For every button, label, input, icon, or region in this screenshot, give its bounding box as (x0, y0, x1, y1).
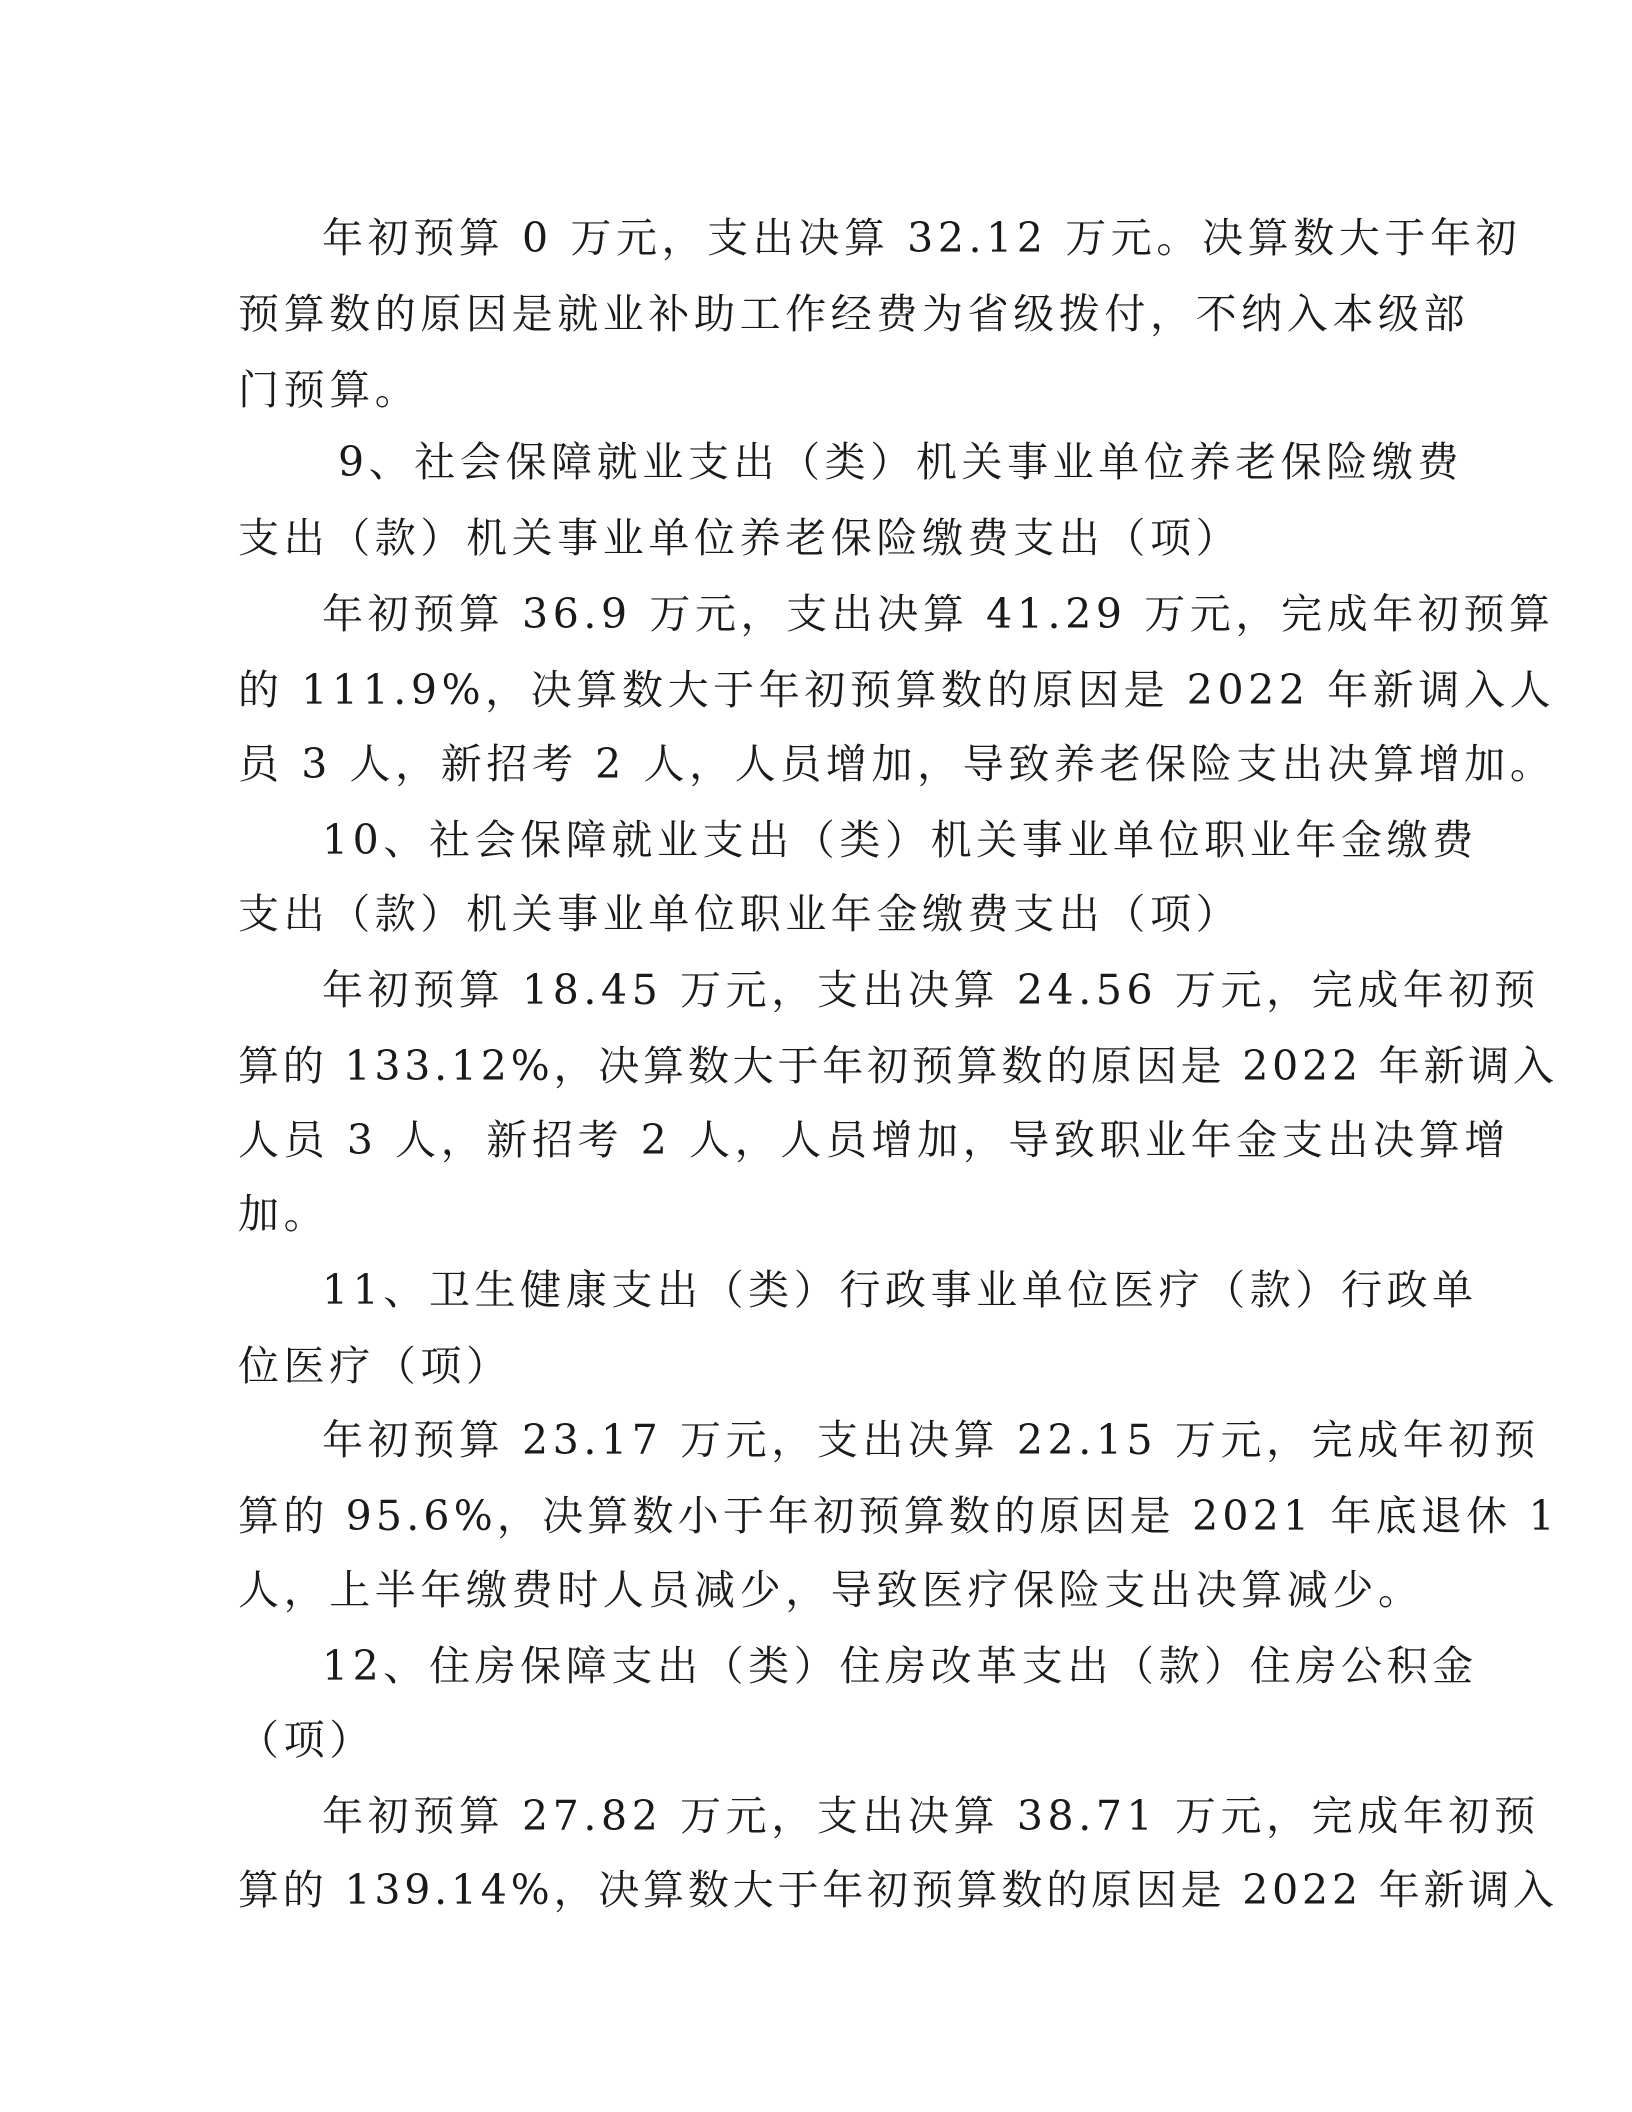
text-line: 算的 133.12%，决算数大于年初预算数的原因是 2022 年新调入 (238, 1042, 1558, 1090)
section-heading: 12、住房保障支出（类）住房改革支出（款）住房公积金 (322, 1642, 1478, 1690)
text-line: 人员 3 人，新招考 2 人，人员增加，导致职业年金支出决算增 (238, 1116, 1510, 1164)
section-heading: 9、社会保障就业支出（类）机关事业单位养老保险缴费 (338, 438, 1464, 486)
text-line: 门预算。 (238, 366, 421, 414)
section-heading: 支出（款）机关事业单位职业年金缴费支出（项） (238, 890, 1242, 938)
section-heading: 10、社会保障就业支出（类）机关事业单位职业年金缴费 (322, 816, 1478, 864)
section-heading: 11、卫生健康支出（类）行政事业单位医疗（款）行政单 (322, 1266, 1478, 1314)
text-line: 员 3 人，新招考 2 人，人员增加，导致养老保险支出决算增加。 (238, 740, 1556, 788)
text-line: 算的 95.6%，决算数小于年初预算数的原因是 2021 年底退休 1 (238, 1492, 1559, 1540)
text-line: 预算数的原因是就业补助工作经费为省级拨付，不纳入本级部 (238, 290, 1470, 338)
text-line: 算的 139.14%，决算数大于年初预算数的原因是 2022 年新调入 (238, 1866, 1558, 1914)
text-line: 年初预算 18.45 万元，支出决算 24.56 万元，完成年初预 (322, 966, 1540, 1014)
section-heading: 支出（款）机关事业单位养老保险缴费支出（项） (238, 514, 1242, 562)
text-line: 年初预算 36.9 万元，支出决算 41.29 万元，完成年初预算 (322, 590, 1555, 638)
text-line: 年初预算 0 万元，支出决算 32.12 万元。决算数大于年初 (322, 214, 1522, 262)
text-line: 人，上半年缴费时人员减少，导致医疗保险支出决算减少。 (238, 1566, 1424, 1614)
section-heading: 位医疗（项） (238, 1342, 512, 1390)
text-line: 年初预算 27.82 万元，支出决算 38.71 万元，完成年初预 (322, 1792, 1540, 1840)
text-line: 加。 (238, 1190, 330, 1238)
text-line: 的 111.9%，决算数大于年初预算数的原因是 2022 年新调入人 (238, 666, 1556, 714)
section-heading: （项） (238, 1716, 375, 1764)
text-line: 年初预算 23.17 万元，支出决算 22.15 万元，完成年初预 (322, 1416, 1540, 1464)
